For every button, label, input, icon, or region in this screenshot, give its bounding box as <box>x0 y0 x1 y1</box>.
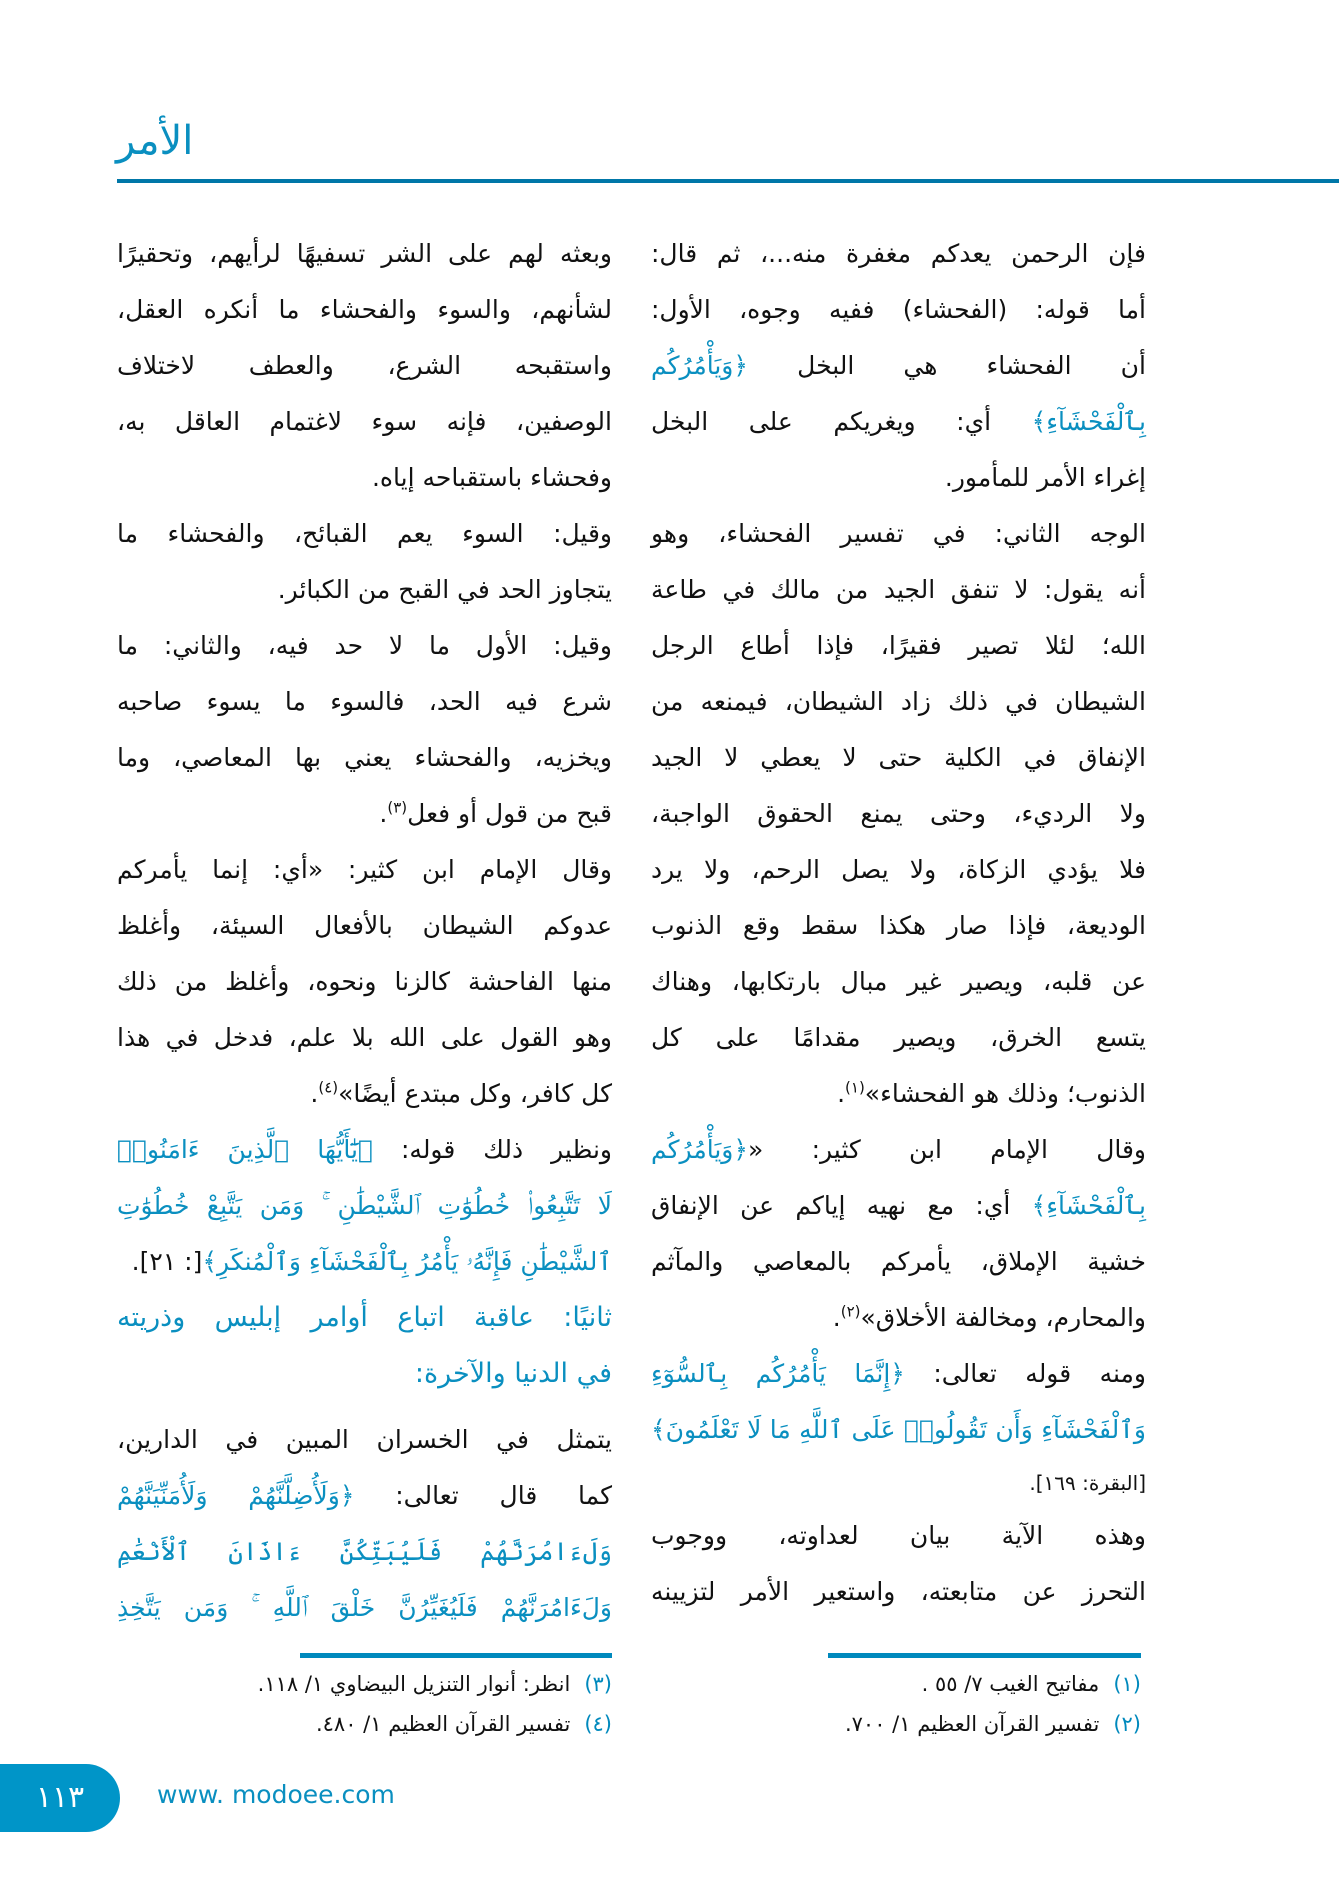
text-segment: ونظير ذلك قوله: <box>372 1135 612 1164</box>
page-number-badge: ١١٣ <box>0 1764 120 1832</box>
quran-verse: لَا تَتَّبِعُوا۟ خُطُوَٰتِ ٱلشَّيْطَٰنِ ۚ وَمَن يَتَّبِعْ خُطُوَٰتِ <box>117 1191 612 1220</box>
footnote-2: (٢)تفسير القرآن العظيم ١/ ٧٠٠. <box>844 1712 1141 1736</box>
text-segment: وقيل: الأول ما لا حد فيه، والثاني: ما <box>117 631 612 660</box>
text-segment: . <box>837 1079 846 1108</box>
text-line <box>117 394 612 450</box>
text-segment: فلا يؤدي الزكاة، ولا يصل الرحم، ولا يرد <box>651 855 1146 884</box>
text-segment: [البقرة: ١٦٩]. <box>1029 1471 1146 1495</box>
text-segment: ويخزيه، والفحشاء يعني بها المعاصي، وما <box>117 743 612 772</box>
text-segment: . <box>832 1303 841 1332</box>
text-line <box>117 954 612 1010</box>
text-line <box>651 282 1146 338</box>
text-segment: وهو القول على الله بلا علم، فدخل في هذا <box>117 1023 612 1052</box>
footnote-3: (٣)انظر: أنوار التنزيل البيضاوي ١/ ١١٨. <box>257 1672 612 1696</box>
footnote-marker: (٤) <box>318 1078 339 1097</box>
text-segment: عدوكم الشيطان بالأفعال السيئة، وأغلظ <box>117 911 612 940</box>
text-line <box>117 1580 612 1636</box>
text-line <box>117 450 612 506</box>
text-line <box>651 1066 1146 1122</box>
text-segment: [: ٢١]. <box>131 1247 203 1276</box>
text-line <box>117 506 612 562</box>
text-line <box>651 1508 1146 1564</box>
text-line <box>117 1412 612 1468</box>
footnote-4: (٤)تفسير القرآن العظيم ١/ ٤٨٠. <box>315 1712 612 1736</box>
quran-verse: ﴿وَلَأُضِلَّنَّهُمْ وَلَأُمَنِّيَنَّهُمْ <box>117 1481 355 1510</box>
quran-verse: ﴿يَٰٓأَيُّهَا ٱلَّذِينَ ءَامَنُوا۟ <box>117 1135 373 1164</box>
text-segment: يتسع الخرق، ويصير مقدامًا على كل <box>651 1023 1146 1052</box>
text-segment: والمحارم، ومخالفة الأخلاق» <box>860 1303 1146 1332</box>
footnotes-right <box>845 1664 1141 1744</box>
text-segment: أي: مع نهيه إياكم عن الإنفاق <box>651 1191 1032 1220</box>
text-segment: وفحشاء باستقباحه إياه. <box>371 463 612 492</box>
text-line <box>651 338 1146 394</box>
text-segment: لشأنهم، والسوء والفحشاء ما أنكره العقل، <box>117 295 612 324</box>
quran-verse: ﴿وَيَأْمُرُكُم <box>651 1135 749 1164</box>
text-segment: في الدنيا والآخرة: <box>414 1358 612 1389</box>
text-segment: أن الفحشاء هي البخل <box>748 351 1146 380</box>
text-segment: كل كافر، وكل مبتدع أيضًا» <box>338 1079 612 1108</box>
text-line <box>651 618 1146 674</box>
text-segment: الذنوب؛ وذلك هو الفحشاء» <box>864 1079 1146 1108</box>
text-line <box>651 842 1146 898</box>
text-segment: الوديعة، فإذا صار هكذا سقط وقع الذنوب <box>651 911 1146 940</box>
text-segment: ومنه قوله تعالى: <box>904 1359 1147 1388</box>
text-line <box>651 1234 1146 1290</box>
quran-verse: وَٱلْفَحْشَآءِ وَأَن تَقُولُوا۟ عَلَى ٱللَّهِ مَا لَا تَعْلَمُونَ﴾ <box>651 1415 1146 1444</box>
text-segment: وبعثه لهم على الشر تسفيهًا لرأيهم، وتحقيرًا <box>117 239 612 268</box>
text-segment: ثانيًا: عاقبة اتباع أوامر إبليس وذريته <box>117 1302 612 1333</box>
text-line <box>117 1122 612 1178</box>
text-line <box>651 1010 1146 1066</box>
text-line <box>651 954 1146 1010</box>
text-line <box>651 1178 1146 1234</box>
text-line <box>651 1290 1146 1346</box>
text-line <box>651 1564 1146 1620</box>
text-line <box>651 1402 1146 1458</box>
header-rule <box>117 179 1339 183</box>
chapter-title: الأمر <box>116 118 194 164</box>
text-line <box>651 394 1146 450</box>
text-line <box>117 226 612 282</box>
text-line <box>117 618 612 674</box>
text-line <box>117 1010 612 1066</box>
text-line <box>651 506 1146 562</box>
text-line <box>117 282 612 338</box>
website-link[interactable]: www. modoee.com <box>157 1780 395 1809</box>
quran-verse: وَلَءَامُرَنَّهُمْ فَلَيُغَيِّرُنَّ خَلْقَ ٱللَّهِ ۚ وَمَن يَتَّخِذِ <box>117 1593 612 1622</box>
text-segment: وقيل: السوء يعم القبائح، والفحشاء ما <box>117 519 612 548</box>
footnote-marker: (٣) <box>387 798 408 817</box>
footnote-rule-left <box>300 1653 612 1658</box>
text-segment: إغراء الأمر للمأمور. <box>944 463 1146 492</box>
text-segment: فإن الرحمن يعدكم مغفرة منه...، ثم قال: <box>651 239 1146 268</box>
text-line <box>117 1524 612 1580</box>
text-line <box>117 562 612 618</box>
text-segment: الوجه الثاني: في تفسير الفحشاء، وهو <box>651 519 1146 548</box>
text-line <box>117 842 612 898</box>
text-segment: . <box>379 799 388 828</box>
text-line <box>651 898 1146 954</box>
text-line <box>651 786 1146 842</box>
text-segment: التحرز عن متابعته، واستعير الأمر لتزيينه <box>651 1577 1146 1606</box>
text-line <box>651 226 1146 282</box>
quran-verse: ﴿إِنَّمَا يَأْمُرُكُم بِٱلسُّوٓءِ <box>651 1359 905 1388</box>
text-line <box>117 1178 612 1234</box>
text-line <box>651 1458 1146 1508</box>
text-segment: أما قوله: (الفحشاء) ففيه وجوه، الأول: <box>651 295 1146 324</box>
text-segment: الإنفاق في الكلية حتى لا يعطي لا الجيد <box>651 743 1146 772</box>
text-segment: الوصفين، فإنه سوء لاغتمام العاقل به، <box>117 407 612 436</box>
text-segment: يتمثل في الخسران المبين في الدارين، <box>117 1425 612 1454</box>
text-line <box>117 786 612 842</box>
text-segment: خشية الإملاق، يأمركم بالمعاصي والمآثم <box>651 1247 1146 1276</box>
quran-verse: ٱلشَّيْطَٰنِ فَإِنَّهُۥ يَأْمُرُ بِٱلْفَحْشَآءِ وَٱلْمُنكَرِ﴾ <box>202 1247 612 1276</box>
text-segment: الله؛ لئلا تصير فقيرًا، فإذا أطاع الرجل <box>651 631 1146 660</box>
quran-verse: وَلَءَامُرَنَّهُمْ فَلَيُبَتِّكُنَّ ءَاذَانَ ٱلْأَنْعَٰمِ <box>117 1537 612 1566</box>
text-segment: عن قلبه، ويصير غير مبال بارتكابها، وهناك <box>651 967 1146 996</box>
text-line <box>117 1066 612 1122</box>
text-line <box>117 1468 612 1524</box>
text-line <box>117 674 612 730</box>
text-segment: كما قال تعالى: <box>354 1481 613 1510</box>
text-segment: وقال الإمام ابن كثير: «أي: إنما يأمركم <box>117 855 612 884</box>
text-line <box>651 450 1146 506</box>
text-line <box>117 1234 612 1290</box>
text-segment: . <box>310 1079 319 1108</box>
footnotes-left <box>258 1664 612 1744</box>
text-segment: واستقبحه الشرع، والعطف لاختلاف <box>117 351 612 380</box>
text-segment: أي: ويغريكم على البخل <box>651 407 1032 436</box>
text-line <box>651 562 1146 618</box>
text-segment: منها الفاحشة كالزنا ونحوه، وأغلظ من ذلك <box>117 967 612 996</box>
section-heading-line <box>117 1346 612 1402</box>
quran-verse: بِٱلْفَحْشَآءِ﴾ <box>1031 407 1146 436</box>
right-column <box>651 226 1146 1620</box>
text-line <box>651 1346 1146 1402</box>
left-column <box>117 226 612 1636</box>
footnote-1: (١)مفاتيح الغيب ٧/ ٥٥ . <box>921 1672 1141 1696</box>
text-line <box>117 898 612 954</box>
footnote-marker: (١) <box>845 1078 865 1097</box>
text-line <box>651 1122 1146 1178</box>
quran-verse: ﴿وَيَأْمُرُكُم <box>651 351 749 380</box>
text-segment: الشيطان في ذلك زاد الشيطان، فيمنعه من <box>651 687 1146 716</box>
text-line <box>651 730 1146 786</box>
text-segment: يتجاوز الحد في القبح من الكبائر. <box>277 575 612 604</box>
text-segment: شرع فيه الحد، فالسوء ما يسوء صاحبه <box>117 687 612 716</box>
text-line <box>117 730 612 786</box>
text-segment: وهذه الآية بيان لعداوته، ووجوب <box>651 1521 1146 1550</box>
text-segment: قبح من قول أو فعل <box>407 799 612 828</box>
text-line <box>651 674 1146 730</box>
text-segment: وقال الإمام ابن كثير: « <box>748 1135 1146 1164</box>
section-heading-line <box>117 1290 612 1346</box>
footnote-rule-right <box>828 1653 1141 1658</box>
quran-verse: بِٱلْفَحْشَآءِ﴾ <box>1031 1191 1146 1220</box>
text-segment: أنه يقول: لا تنفق الجيد من مالك في طاعة <box>651 575 1146 604</box>
text-line <box>117 338 612 394</box>
text-segment: ولا الرديء، وحتى يمنع الحقوق الواجبة، <box>651 799 1146 828</box>
footnote-marker: (٢) <box>840 1302 861 1321</box>
